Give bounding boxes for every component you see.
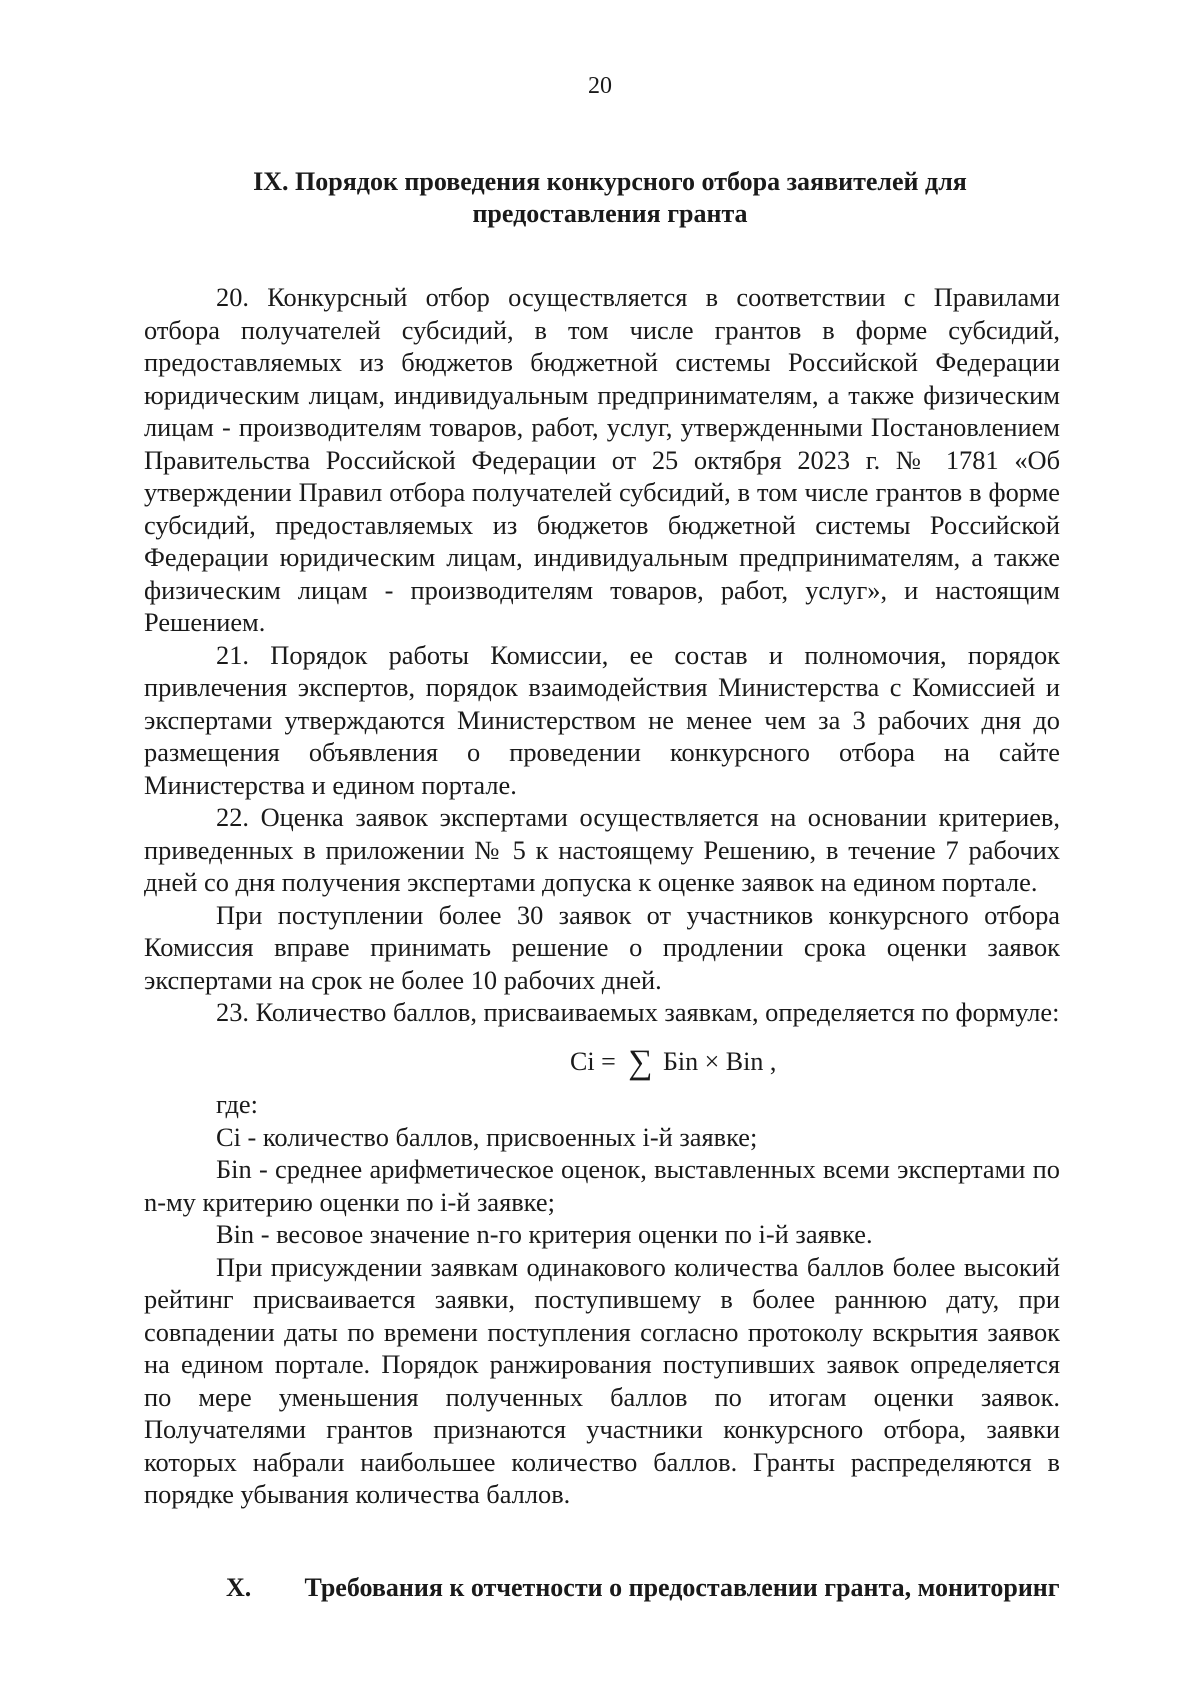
section-x-title: Требования к отчетности о предоставлении гранта, мониторинг <box>304 1573 1060 1602</box>
formula-right: Бin × Bin , <box>662 1047 777 1076</box>
section-ix-body <box>144 281 1060 1029</box>
paragraph-ranking: При присуждении заявкам одинакового количества баллов более высокий рейтинг присваивается заявки, поступившему в более раннюю дату, при совпадении даты по времени поступления согласно протоколу вскрытия заявок на едином портале. Порядок ранжирования поступивших заявок определяется по мере уменьшения полученных баллов по итогам оценки заявок. Получателями грантов признаются участники конкурсного отбора, заявки которых набрали наибольшее количество баллов. Гранты распределяются в порядке убывания количества баллов. <box>144 1251 1060 1509</box>
paragraph-20: 20. Конкурсный отбор осуществляется в соответствии с Правилами отбора получателей субсидий, в том числе грантов в форме субсидий, предоставляемых из бюджетов бюджетной системы Российской Федерации юридическим лицам, индивидуальным предпринимателям, а также физическим лицам - производителям товаров, работ, услуг, утвержденными Постановлением Правительства Российской Федерации от 25 октября 2023 г. № 1781 «Об утверждении Правил отбора получателей субсидий, в том числе грантов в форме субсидий, предоставляемых из бюджетов бюджетной системы Российской Федерации юридическим лицам, индивидуальным предпринимателям, а также физическим лицам - производителям товаров, работ, услуг», и настоящим Решением. <box>144 282 1060 637</box>
section-ix-title-line1: IX. Порядок проведения конкурсного отбора заявителей для <box>253 167 967 196</box>
paragraph-23: 23. Количество баллов, присваиваемых заявкам, определяется по формуле: <box>216 997 1060 1027</box>
sum-symbol: ∑ <box>628 1044 653 1081</box>
paragraph-22-extension: При поступлении более 30 заявок от участников конкурсного отбора Комиссия вправе принимать решение о продлении срока оценки заявок экспертами на срок не более 10 рабочих дней. <box>144 899 1060 995</box>
section-ix-title-line2: предоставления гранта <box>472 199 748 228</box>
section-x-heading <box>226 1572 1060 1604</box>
paragraph-21: 21. Порядок работы Комиссии, ее состав и полномочия, порядок привлечения экспертов, порядок взаимодействия Министерства с Комиссией и экспертами утверждаются Министерством не менее чем за 3 рабочих дня до размещения объявления о проведении конкурсного отбора на сайте Министерства и едином портале. <box>144 639 1060 800</box>
score-formula <box>570 1044 777 1081</box>
definition-ci: Ci - количество баллов, присвоенных i-й заявке; <box>216 1121 758 1152</box>
formula-definitions-and-ranking <box>144 1088 1060 1511</box>
page-number: 20 <box>588 73 612 99</box>
section-x-number: X. <box>226 1573 252 1602</box>
definition-bin-average: Бin - среднее арифметическое оценок, выставленных всеми экспертами по n-му критерию оценки по i-й заявке; <box>144 1154 1060 1217</box>
paragraph-22: 22. Оценка заявок экспертами осуществляется на основании критериев, приведенных в приложении № 5 к настоящему Решению, в течение 7 рабочих дней со дня получения экспертами допуска к оценке заявок на едином портале. <box>144 802 1060 897</box>
definition-bin-weight: Bin - весовое значение n-го критерия оценки по i-й заявке. <box>216 1219 873 1249</box>
definitions-where: где: <box>216 1089 258 1119</box>
formula-left: Ci = <box>570 1047 616 1076</box>
section-ix-heading <box>140 166 1080 230</box>
